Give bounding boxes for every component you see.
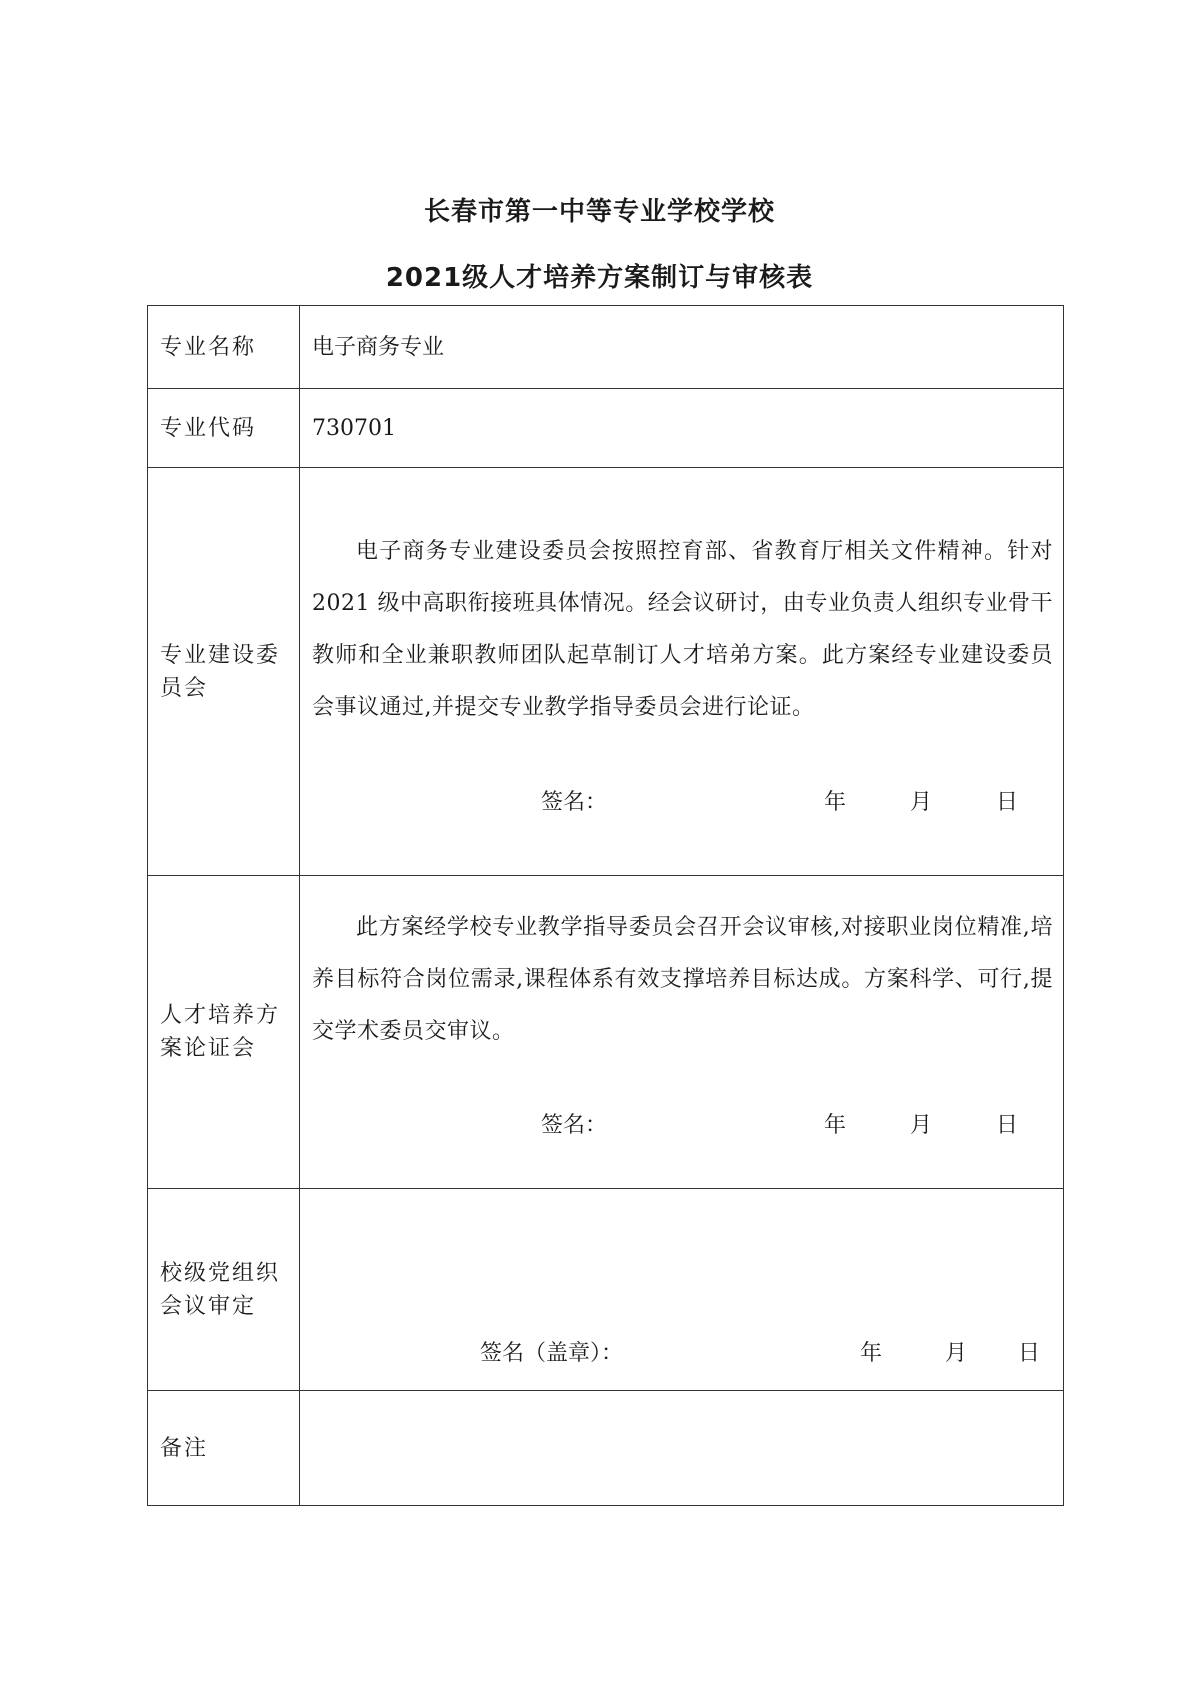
- major-name-label: 专业名称: [148, 306, 300, 389]
- party-month: 月: [945, 1341, 968, 1366]
- review-sign-label: 签名：: [541, 1113, 608, 1138]
- review-label: 人才培养方案论证会: [148, 876, 300, 1189]
- major-name-value: 电子商务专业: [300, 306, 1064, 389]
- remarks-label: 备注: [148, 1391, 300, 1506]
- committee-label: 专业建设委员会: [148, 468, 300, 876]
- party-cell: [300, 1189, 1064, 1391]
- committee-sign-label: 签名：: [541, 790, 608, 815]
- party-signature-row: [300, 1337, 1063, 1371]
- row-remarks: [148, 1391, 1064, 1506]
- committee-day: 日: [996, 790, 1019, 815]
- party-sign-label: 签名（盖章）：: [480, 1341, 624, 1366]
- committee-year: 年: [824, 790, 847, 815]
- party-day: 日: [1018, 1341, 1041, 1366]
- committee-text: 电子商务专业建设委员会按照控育部、省教育厅相关文件精神。针对 2021 级中高职衔接班具体情况。经会议研讨，由专业负责人组织专业骨干教师和全业兼职教师团队起草制订人才培弟方案。此方案经专业建设委员会事议通过,并提交专业教学指导委员会进行论证。: [312, 539, 1053, 720]
- review-signature-row: [300, 1109, 1063, 1143]
- major-code-label: 专业代码: [148, 389, 300, 468]
- review-day: 日: [996, 1113, 1019, 1138]
- document-title: 长春市第一中等专业学校学校: [423, 197, 775, 227]
- review-month: 月: [910, 1113, 933, 1138]
- major-code-value: 730701: [300, 389, 1064, 468]
- committee-signature-row: [300, 786, 1063, 820]
- committee-cell: [300, 468, 1064, 876]
- review-text: 此方案经学校专业教学指导委员会召开会议审核,对接职业岗位精准,培养目标符合岗位需录,课程体系有效支撑培养目标达成。方案科学、可行,提交学术委员交审议。: [312, 915, 1053, 1044]
- remarks-value: [300, 1391, 1064, 1506]
- party-label: 校级党组织会议审定: [148, 1189, 300, 1391]
- row-committee: [148, 468, 1064, 876]
- party-year: 年: [860, 1341, 883, 1366]
- review-cell: [300, 876, 1064, 1189]
- row-party: [148, 1189, 1064, 1391]
- committee-month: 月: [910, 790, 933, 815]
- row-major-name: [148, 306, 1064, 389]
- row-major-code: [148, 389, 1064, 468]
- approval-form-table: [147, 305, 1064, 1506]
- review-year: 年: [824, 1113, 847, 1138]
- document-subtitle: 2021级人才培养方案制订与审核表: [385, 263, 814, 293]
- row-review: [148, 876, 1064, 1189]
